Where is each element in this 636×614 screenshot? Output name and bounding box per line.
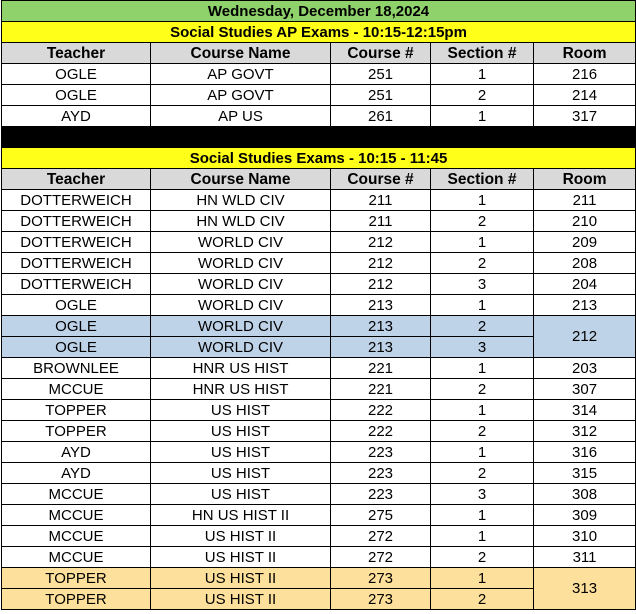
table-row — [2, 253, 636, 274]
course-number-cell: 211 — [331, 211, 431, 232]
course-name-cell: WORLD CIV — [151, 337, 331, 358]
section-number-cell: 1 — [431, 106, 534, 127]
course-name-cell: US HIST — [151, 421, 331, 442]
section-number-cell: 2 — [431, 253, 534, 274]
course-number-cell: 213 — [331, 316, 431, 337]
ap-section-heading-row — [2, 22, 636, 43]
ap-section-heading: Social Studies AP Exams - 10:15-12:15pm — [2, 22, 636, 43]
course-number-cell: 223 — [331, 484, 431, 505]
course-name-cell: HN WLD CIV — [151, 190, 331, 211]
teacher-cell: AYD — [2, 442, 151, 463]
table-row — [2, 526, 636, 547]
room-cell: 216 — [534, 64, 636, 85]
col-header-section-number: Section # — [431, 43, 534, 64]
course-name-cell: AP GOVT — [151, 64, 331, 85]
teacher-cell: TOPPER — [2, 400, 151, 421]
teacher-cell: MCCUE — [2, 547, 151, 568]
table-row — [2, 106, 636, 127]
room-cell: 203 — [534, 358, 636, 379]
section-number-cell: 1 — [431, 232, 534, 253]
course-name-cell: US HIST — [151, 463, 331, 484]
course-name-cell: US HIST II — [151, 568, 331, 589]
course-number-cell: 213 — [331, 337, 431, 358]
teacher-cell: OGLE — [2, 295, 151, 316]
teacher-cell: DOTTERWEICH — [2, 274, 151, 295]
table-row — [2, 232, 636, 253]
course-name-cell: WORLD CIV — [151, 316, 331, 337]
room-cell: 212 — [534, 316, 636, 358]
room-cell: 316 — [534, 442, 636, 463]
course-number-cell: 221 — [331, 358, 431, 379]
table-row — [2, 358, 636, 379]
exam-schedule-table — [1, 0, 636, 610]
course-number-cell: 275 — [331, 505, 431, 526]
teacher-cell: MCCUE — [2, 526, 151, 547]
table-row — [2, 211, 636, 232]
teacher-cell: MCCUE — [2, 484, 151, 505]
room-cell: 315 — [534, 463, 636, 484]
teacher-cell: DOTTERWEICH — [2, 232, 151, 253]
teacher-cell: OGLE — [2, 316, 151, 337]
teacher-cell: TOPPER — [2, 568, 151, 589]
section-number-cell: 3 — [431, 274, 534, 295]
col-header-room: Room — [534, 169, 636, 190]
teacher-cell: DOTTERWEICH — [2, 211, 151, 232]
room-cell: 211 — [534, 190, 636, 211]
course-name-cell: US HIST II — [151, 526, 331, 547]
room-cell: 309 — [534, 505, 636, 526]
course-name-cell: US HIST II — [151, 547, 331, 568]
col-header-teacher: Teacher — [2, 169, 151, 190]
room-cell: 210 — [534, 211, 636, 232]
teacher-cell: DOTTERWEICH — [2, 190, 151, 211]
date-title: Wednesday, December 18,2024 — [2, 1, 636, 22]
course-name-cell: WORLD CIV — [151, 274, 331, 295]
table-row — [2, 64, 636, 85]
teacher-cell: OGLE — [2, 337, 151, 358]
col-header-section-number: Section # — [431, 169, 534, 190]
section-number-cell: 1 — [431, 442, 534, 463]
teacher-cell: MCCUE — [2, 379, 151, 400]
course-number-cell: 273 — [331, 589, 431, 610]
room-cell: 208 — [534, 253, 636, 274]
col-header-room: Room — [534, 43, 636, 64]
col-header-course-name: Course Name — [151, 43, 331, 64]
date-title-row — [2, 1, 636, 22]
course-number-cell: 272 — [331, 526, 431, 547]
room-cell: 209 — [534, 232, 636, 253]
course-number-cell: 211 — [331, 190, 431, 211]
teacher-cell: BROWNLEE — [2, 358, 151, 379]
section-number-cell: 1 — [431, 295, 534, 316]
room-cell: 204 — [534, 274, 636, 295]
room-cell: 307 — [534, 379, 636, 400]
section-number-cell: 2 — [431, 589, 534, 610]
col-header-teacher: Teacher — [2, 43, 151, 64]
section-number-cell: 3 — [431, 337, 534, 358]
section-number-cell: 2 — [431, 463, 534, 484]
table-row — [2, 568, 636, 589]
course-number-cell: 273 — [331, 568, 431, 589]
course-number-cell: 213 — [331, 295, 431, 316]
table-row — [2, 463, 636, 484]
room-cell: 310 — [534, 526, 636, 547]
course-name-cell: US HIST — [151, 442, 331, 463]
section-number-cell: 1 — [431, 505, 534, 526]
course-number-cell: 212 — [331, 253, 431, 274]
section-number-cell: 2 — [431, 421, 534, 442]
section-divider — [2, 127, 636, 148]
teacher-cell: TOPPER — [2, 421, 151, 442]
course-number-cell: 251 — [331, 64, 431, 85]
course-number-cell: 261 — [331, 106, 431, 127]
table-row — [2, 442, 636, 463]
section-number-cell: 3 — [431, 484, 534, 505]
ss-column-header-row — [2, 169, 636, 190]
course-name-cell: US HIST II — [151, 589, 331, 610]
section-number-cell: 2 — [431, 85, 534, 106]
course-number-cell: 223 — [331, 463, 431, 484]
table-row — [2, 547, 636, 568]
course-number-cell: 212 — [331, 232, 431, 253]
course-number-cell: 222 — [331, 400, 431, 421]
table-row — [2, 379, 636, 400]
course-name-cell: WORLD CIV — [151, 295, 331, 316]
course-number-cell: 212 — [331, 274, 431, 295]
teacher-cell: MCCUE — [2, 505, 151, 526]
col-header-course-number: Course # — [331, 169, 431, 190]
teacher-cell: OGLE — [2, 64, 151, 85]
section-number-cell: 1 — [431, 64, 534, 85]
section-number-cell: 1 — [431, 526, 534, 547]
col-header-course-name: Course Name — [151, 169, 331, 190]
table-row — [2, 505, 636, 526]
teacher-cell: AYD — [2, 106, 151, 127]
course-name-cell: HNR US HIST — [151, 379, 331, 400]
course-number-cell: 221 — [331, 379, 431, 400]
section-number-cell: 2 — [431, 547, 534, 568]
section-number-cell: 1 — [431, 190, 534, 211]
section-number-cell: 2 — [431, 211, 534, 232]
teacher-cell: AYD — [2, 463, 151, 484]
ss-section-heading-row — [2, 148, 636, 169]
room-cell: 214 — [534, 85, 636, 106]
course-number-cell: 251 — [331, 85, 431, 106]
course-name-cell: HN US HIST II — [151, 505, 331, 526]
course-name-cell: US HIST — [151, 400, 331, 421]
room-cell: 313 — [534, 568, 636, 610]
section-number-cell: 1 — [431, 358, 534, 379]
ap-column-header-row — [2, 43, 636, 64]
section-number-cell: 1 — [431, 568, 534, 589]
section-number-cell: 1 — [431, 400, 534, 421]
course-name-cell: WORLD CIV — [151, 253, 331, 274]
room-cell: 311 — [534, 547, 636, 568]
room-cell: 213 — [534, 295, 636, 316]
table-row — [2, 190, 636, 211]
col-header-course-number: Course # — [331, 43, 431, 64]
table-row — [2, 484, 636, 505]
room-cell: 312 — [534, 421, 636, 442]
room-cell: 314 — [534, 400, 636, 421]
course-name-cell: AP GOVT — [151, 85, 331, 106]
ss-section-heading: Social Studies Exams - 10:15 - 11:45 — [2, 148, 636, 169]
table-row — [2, 400, 636, 421]
table-row — [2, 421, 636, 442]
section-number-cell: 2 — [431, 379, 534, 400]
table-row — [2, 295, 636, 316]
room-cell: 317 — [534, 106, 636, 127]
course-name-cell: US HIST — [151, 484, 331, 505]
course-number-cell: 222 — [331, 421, 431, 442]
divider-bar — [2, 127, 636, 148]
room-cell: 308 — [534, 484, 636, 505]
course-number-cell: 223 — [331, 442, 431, 463]
course-number-cell: 272 — [331, 547, 431, 568]
course-name-cell: HN WLD CIV — [151, 211, 331, 232]
teacher-cell: TOPPER — [2, 589, 151, 610]
section-number-cell: 2 — [431, 316, 534, 337]
course-name-cell: WORLD CIV — [151, 232, 331, 253]
course-name-cell: AP US — [151, 106, 331, 127]
table-row — [2, 316, 636, 337]
table-row — [2, 274, 636, 295]
teacher-cell: OGLE — [2, 85, 151, 106]
teacher-cell: DOTTERWEICH — [2, 253, 151, 274]
course-name-cell: HNR US HIST — [151, 358, 331, 379]
table-row — [2, 85, 636, 106]
